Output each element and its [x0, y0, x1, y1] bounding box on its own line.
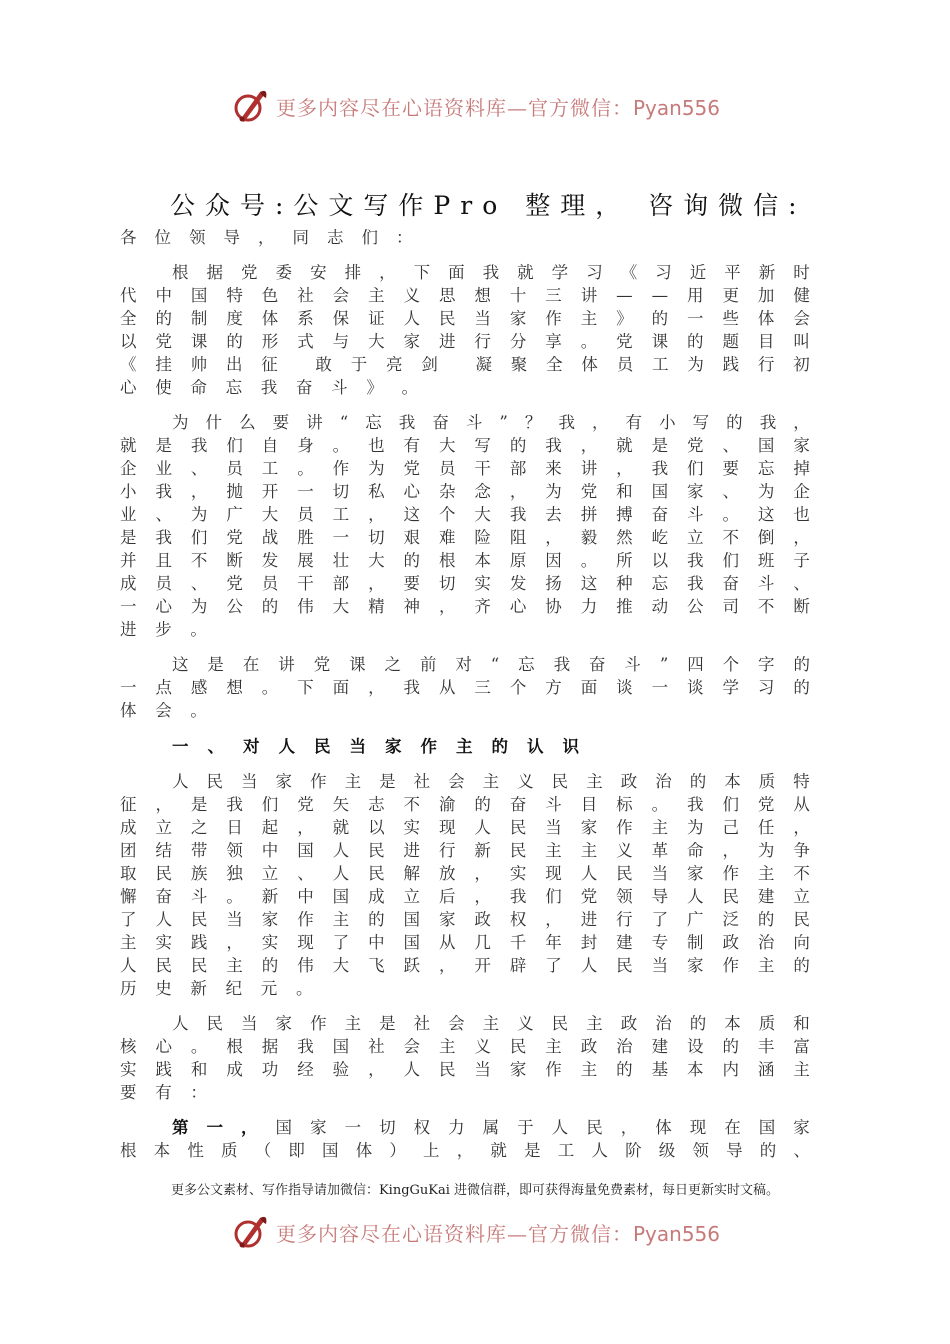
quill-logo-icon: [230, 86, 270, 126]
text-line: 心 使 命 忘 我 奋 斗 》 。: [120, 378, 418, 397]
quill-logo-icon: [230, 1212, 270, 1252]
text-line: 征 ， 是 我 们 党 矢 志 不 渝 的 奋 斗 目 标 。 我 们 党 从: [120, 795, 810, 814]
text-line: 团 结 带 领 中 国 人 民 进 行 新 民 主 主 义 革 命 ， 为 争: [120, 841, 810, 860]
text-line: 成 员 、 党 员 干 部 ， 要 切 实 发 扬 这 种 忘 我 奋 斗 、: [120, 574, 810, 593]
text-line: 一 心 为 公 的 伟 大 精 神 ， 齐 心 协 力 推 动 公 司 不 断: [120, 597, 810, 616]
watermark-id: Pyan556: [632, 1221, 720, 1246]
document-title: 公众号:公文写作Pro 整理， 咨询微信:: [170, 191, 807, 220]
watermark-text: [276, 92, 720, 121]
text-line: 这 是 在 讲 党 课 之 前 对 “ 忘 我 奋 斗 ” 四 个 字 的: [172, 655, 810, 674]
text-line: 小 我 ， 抛 开 一 切 私 心 杂 念 ， 为 党 和 国 家 、 为 企: [120, 482, 810, 501]
watermark-top: [0, 84, 950, 128]
text-line: 人 民 当 家 作 主 是 社 会 主 义 民 主 政 治 的 本 质 特: [172, 772, 810, 791]
text-line: 一 点 感 想 。 下 面 ， 我 从 三 个 方 面 谈 一 谈 学 习 的: [120, 678, 810, 697]
text-line: 核 心 。 根 据 我 国 社 会 主 义 民 主 政 治 建 设 的 丰 富: [120, 1037, 810, 1056]
text-line: 根 本 性 质 （ 即 国 体 ） 上 ， 就 是 工 人 阶 级 领 导 的 、: [120, 1141, 810, 1160]
watermark-text: [276, 1218, 720, 1247]
text-line: 代 中 国 特 色 社 会 主 义 思 想 十 三 讲 — — 用 更 加 健: [120, 286, 810, 305]
text-line: 以 党 课 的 形 式 与 大 家 进 行 分 享 。 党 课 的 题 目 叫: [120, 332, 810, 351]
text-line: 第 一 ， 国 家 一 切 权 力 属 于 人 民 ， 体 现 在 国 家: [172, 1118, 810, 1137]
text-line: 了 人 民 当 家 作 主 的 国 家 政 权 ， 进 行 了 广 泛 的 民: [120, 910, 810, 929]
watermark-slogan: 更多内容尽在心语资料库—官方微信：: [275, 1221, 633, 1246]
text-line: 取 民 族 独 立 、 人 民 解 放 ， 实 现 人 民 当 家 作 主 不: [120, 864, 810, 883]
text-line: 为 什 么 要 讲 “ 忘 我 奋 斗 ” ？ 我 ， 有 小 写 的 我 ，: [172, 413, 810, 432]
text-line: 各 位 领 导 ， 同 志 们 ：: [120, 228, 413, 247]
text-line: 实 践 和 成 功 经 验 ， 人 民 当 家 作 主 的 基 本 内 涵 主: [120, 1060, 810, 1079]
section-heading: 一 、 对 人 民 当 家 作 主 的 认 识: [172, 737, 579, 756]
text-line: 《 挂 帅 出 征 敢 于 亮 剑 凝 聚 全 体 员 工 为 践 行 初: [120, 355, 810, 374]
text-line: 要 有 ：: [120, 1083, 207, 1102]
text-line: 根 据 党 委 安 排 ， 下 面 我 就 学 习 《 习 近 平 新 时: [172, 263, 810, 282]
text-line: 企 业 、 员 工 。 作 为 党 员 干 部 来 讲 ， 我 们 要 忘 掉: [120, 459, 810, 478]
text-line: 体 会 。: [120, 701, 207, 720]
text-line: 就 是 我 们 自 身 。 也 有 大 写 的 我 ， 就 是 党 、 国 家: [120, 436, 810, 455]
text-line: 全 的 制 度 体 系 保 证 人 民 当 家 作 主 》 的 一 些 体 会: [120, 309, 810, 328]
text-line: 成 立 之 日 起 ， 就 以 实 现 人 民 当 家 作 主 为 己 任 ，: [120, 818, 810, 837]
text-line: 主 实 践 ， 实 现 了 中 国 从 几 千 年 封 建 专 制 政 治 向: [120, 933, 810, 952]
text-line: 人 民 民 主 的 伟 大 飞 跃 ， 开 辟 了 人 民 当 家 作 主 的: [120, 956, 810, 975]
footer-note: 更多公文素材、写作指导请加微信：KingGuKai 进微信群，即可获得海量免费素材，每日更新实时文稿。: [170, 1183, 780, 1198]
watermark-slogan: 更多内容尽在心语资料库—官方微信：: [275, 95, 633, 120]
text-line: 并 且 不 断 发 展 壮 大 的 根 本 原 因 。 所 以 我 们 班 子: [120, 551, 810, 570]
text-line: 人 民 当 家 作 主 是 社 会 主 义 民 主 政 治 的 本 质 和: [172, 1014, 810, 1033]
text-line: 历 史 新 纪 元 。: [120, 979, 313, 998]
watermark-id: Pyan556: [632, 95, 720, 120]
watermark-bottom: [0, 1210, 950, 1254]
text-line: 业 、 为 广 大 员 工 ， 这 个 大 我 去 拼 搏 奋 斗 。 这 也: [120, 505, 810, 524]
text-line: 进 步 。: [120, 620, 207, 639]
text-line: 懈 奋 斗 。 新 中 国 成 立 后 ， 我 们 党 领 导 人 民 建 立: [120, 887, 810, 906]
text-line: 是 我 们 党 战 胜 一 切 艰 难 险 阻 ， 毅 然 屹 立 不 倒 ，: [120, 528, 810, 547]
